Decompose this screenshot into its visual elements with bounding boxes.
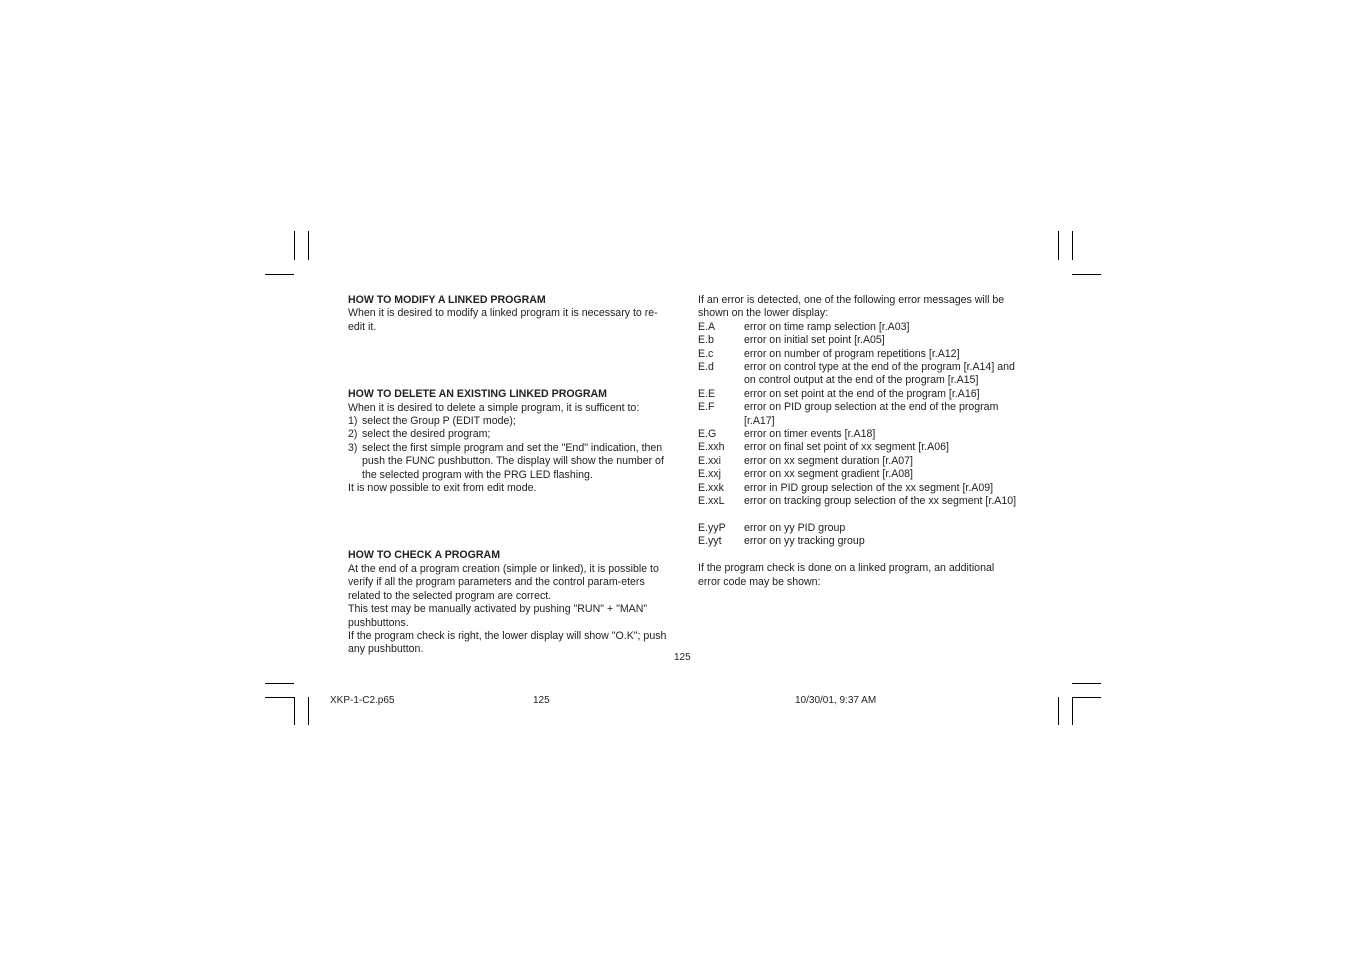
crop-mark [1058, 231, 1059, 260]
crop-mark [1058, 697, 1059, 725]
footer-page: 125 [533, 695, 550, 706]
error-item: E.xxi error on xx segment duration [r.A07] [698, 454, 913, 467]
crop-mark [308, 231, 309, 260]
check-paragraph-1: At the end of a program creation (simple or linked), it is possible to verify if all the program parameters and the control param-eters related to the selected program are correct. [348, 562, 659, 602]
left-column [348, 294, 668, 657]
check-paragraph-3: If the program check is right, the lower display will show "O.K"; push any pushbutton. [348, 629, 667, 656]
footer-date: 10/30/01, 9:37 AM [795, 695, 877, 706]
crop-mark [1072, 683, 1101, 684]
error-item: E.F error on PID group selection at the end of the program [r.A17] [698, 401, 999, 427]
crop-mark [265, 683, 294, 684]
error-item: E.E error on set point at the end of the program [r.A16] [698, 387, 980, 400]
error-item: E.xxh error on final set point of xx segment [r.A06] [698, 441, 949, 454]
crop-mark [294, 231, 295, 260]
delete-intro: When it is desired to delete a simple program, it is sufficent to: [348, 401, 640, 414]
crop-mark [1072, 697, 1073, 725]
crop-mark [1072, 274, 1101, 275]
error-item: E.yyP error on yy PID group [698, 521, 846, 534]
crop-mark [265, 274, 294, 275]
crop-mark [294, 697, 295, 725]
right-column [698, 294, 1018, 589]
check-heading: HOW TO CHECK A PROGRAM [348, 549, 501, 562]
error-item: E.xxj error on xx segment gradient [r.A08] [698, 468, 913, 481]
crop-mark [265, 697, 294, 698]
errors-intro: If an error is detected, one of the following error messages will be shown on the lower display: [698, 294, 1005, 320]
error-item: E.xxk error in PID group selection of the xx segment [r.A09] [698, 481, 994, 494]
crop-mark [1072, 697, 1101, 698]
error-item: E.b error on initial set point [r.A05] [698, 334, 885, 347]
delete-steps [348, 415, 668, 482]
crop-mark [308, 697, 309, 725]
list-item: 2) select the desired program; [348, 428, 491, 441]
page-number: 125 [674, 652, 691, 663]
error-list-linked [698, 522, 1018, 549]
error-item: E.yyt error on yy tracking group [698, 535, 865, 548]
crop-mark [1072, 231, 1073, 260]
error-item: E.c error on number of program repetitions [r.A12] [698, 347, 960, 360]
list-item: 3) select the first simple program and set the "End" indication, then push the FUNC pushbutton. The display will show the number of the selected program with the PRG LED flashing. [348, 441, 664, 481]
delete-outro: It is now possible to exit from edit mode. [348, 482, 537, 495]
check-paragraph-2: This test may be manually activated by pushing "RUN" + "MAN" pushbuttons. [348, 603, 648, 629]
error-list [698, 321, 1018, 509]
modify-heading: HOW TO MODIFY A LINKED PROGRAM [348, 294, 546, 306]
error-item: E.G error on timer events [r.A18] [698, 428, 876, 441]
error-item: E.xxL error on tracking group selection of the xx segment [r.A10] [698, 495, 1017, 508]
footer-filename: XKP-1-C2.p65 [330, 695, 395, 706]
error-item: E.d error on control type at the end of the program [r.A14] and on control output at the end of the program [r.A15] [698, 361, 1015, 387]
error-item: E.A error on time ramp selection [r.A03] [698, 320, 910, 333]
list-item: 1) select the Group P (EDIT mode); [348, 415, 516, 428]
errors-outro: If the program check is done on a linked program, an additional error code may be shown: [698, 562, 995, 588]
delete-heading: HOW TO DELETE AN EXISTING LINKED PROGRAM [348, 388, 607, 401]
modify-body: When it is desired to modify a linked program it is necessary to re-edit it. [348, 307, 658, 333]
